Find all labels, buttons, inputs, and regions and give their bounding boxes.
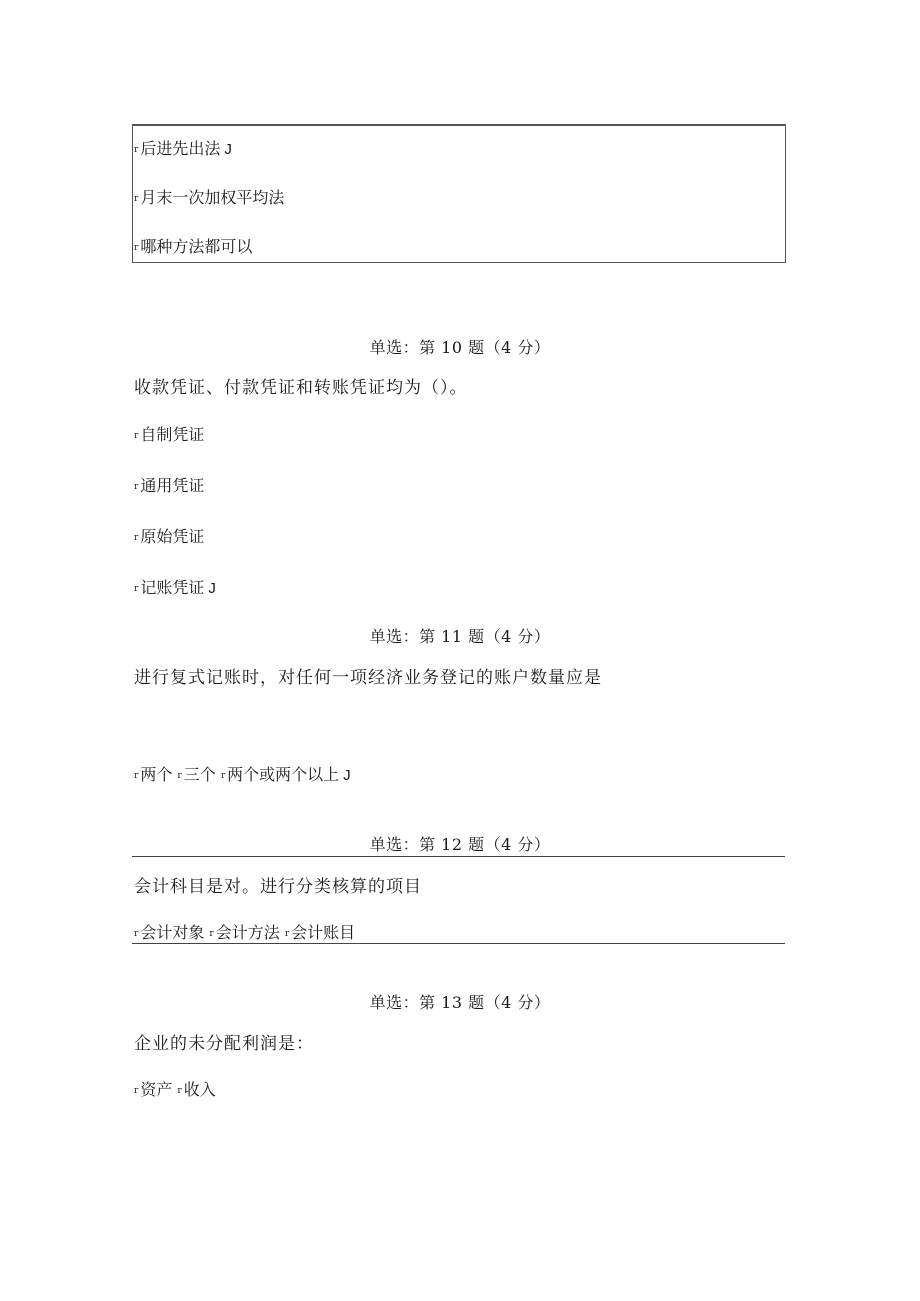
- question-header-text: 单选：第 12 题（4 分）: [369, 835, 551, 854]
- question-header: [0, 835, 920, 855]
- radio-marker: r: [177, 771, 182, 781]
- option-label: 两个: [140, 765, 173, 784]
- correct-mark: J: [208, 580, 216, 597]
- option-label: 自制凭证: [140, 425, 205, 444]
- option-label: 后进先出法: [140, 139, 221, 158]
- option-radio[interactable]: [134, 188, 284, 208]
- option-radio[interactable]: [177, 765, 215, 784]
- option-label: 三个: [183, 765, 216, 784]
- option-label: 月末一次加权平均法: [140, 188, 285, 207]
- option-label: 会计对象: [140, 923, 205, 942]
- option-label: 会计账目: [291, 923, 356, 942]
- options-row: [134, 1080, 216, 1100]
- radio-marker: r: [220, 771, 226, 781]
- radio-marker: r: [134, 431, 139, 441]
- option-radio[interactable]: [134, 476, 204, 496]
- question-text: 收款凭证、付款凭证和转账凭证均为（）。: [134, 378, 468, 398]
- option-radio[interactable]: [285, 923, 355, 942]
- radio-marker: r: [209, 929, 214, 939]
- option-label: 记账凭证: [140, 578, 205, 597]
- option-label: 收入: [183, 1080, 216, 1099]
- option-label: 通用凭证: [140, 476, 205, 495]
- option-label: 哪种方法都可以: [140, 237, 253, 256]
- radio-marker: r: [284, 929, 290, 939]
- option-label: 会计方法: [215, 923, 280, 942]
- option-radio[interactable]: [221, 765, 351, 784]
- option-radio[interactable]: [134, 237, 252, 257]
- question-text: 会计科目是对。进行分类核算的项目: [134, 877, 422, 897]
- option-radio[interactable]: [134, 1080, 172, 1099]
- option-radio[interactable]: [134, 765, 172, 784]
- option-label: 资产: [140, 1080, 173, 1099]
- option-radio[interactable]: [177, 1080, 215, 1099]
- radio-marker: r: [134, 771, 139, 781]
- options-row: [134, 765, 351, 786]
- divider: [132, 943, 785, 944]
- option-label: 两个或两个以上: [227, 765, 340, 784]
- option-radio[interactable]: [134, 923, 204, 942]
- radio-marker: r: [134, 533, 139, 543]
- question-header: [0, 627, 920, 647]
- option-radio[interactable]: [209, 923, 279, 942]
- option-radio[interactable]: [134, 527, 204, 547]
- question-text: 进行复式记账时，对任何一项经济业务登记的账户数量应是: [134, 668, 602, 688]
- option-radio[interactable]: [134, 425, 204, 445]
- question-text: 企业的未分配利润是：: [134, 1034, 314, 1054]
- question-header: [0, 338, 920, 358]
- divider: [132, 856, 785, 857]
- radio-marker: r: [134, 194, 139, 204]
- question-header-text: 单选：第 10 题（4 分）: [369, 338, 551, 357]
- option-radio[interactable]: [134, 578, 216, 599]
- radio-marker: r: [134, 482, 139, 492]
- radio-marker: r: [134, 1086, 139, 1096]
- option-label: 原始凭证: [140, 527, 205, 546]
- radio-marker: r: [134, 584, 139, 594]
- radio-marker: r: [177, 1086, 182, 1096]
- radio-marker: r: [134, 929, 139, 939]
- question-header: [0, 993, 920, 1013]
- radio-marker: r: [134, 243, 139, 253]
- question-header-text: 单选：第 13 题（4 分）: [369, 993, 551, 1012]
- question-header-text: 单选：第 11 题（4 分）: [369, 627, 551, 646]
- correct-mark: J: [343, 767, 351, 784]
- correct-mark: J: [224, 141, 232, 158]
- options-row: [134, 923, 355, 943]
- option-radio[interactable]: [134, 139, 232, 160]
- radio-marker: r: [134, 145, 139, 155]
